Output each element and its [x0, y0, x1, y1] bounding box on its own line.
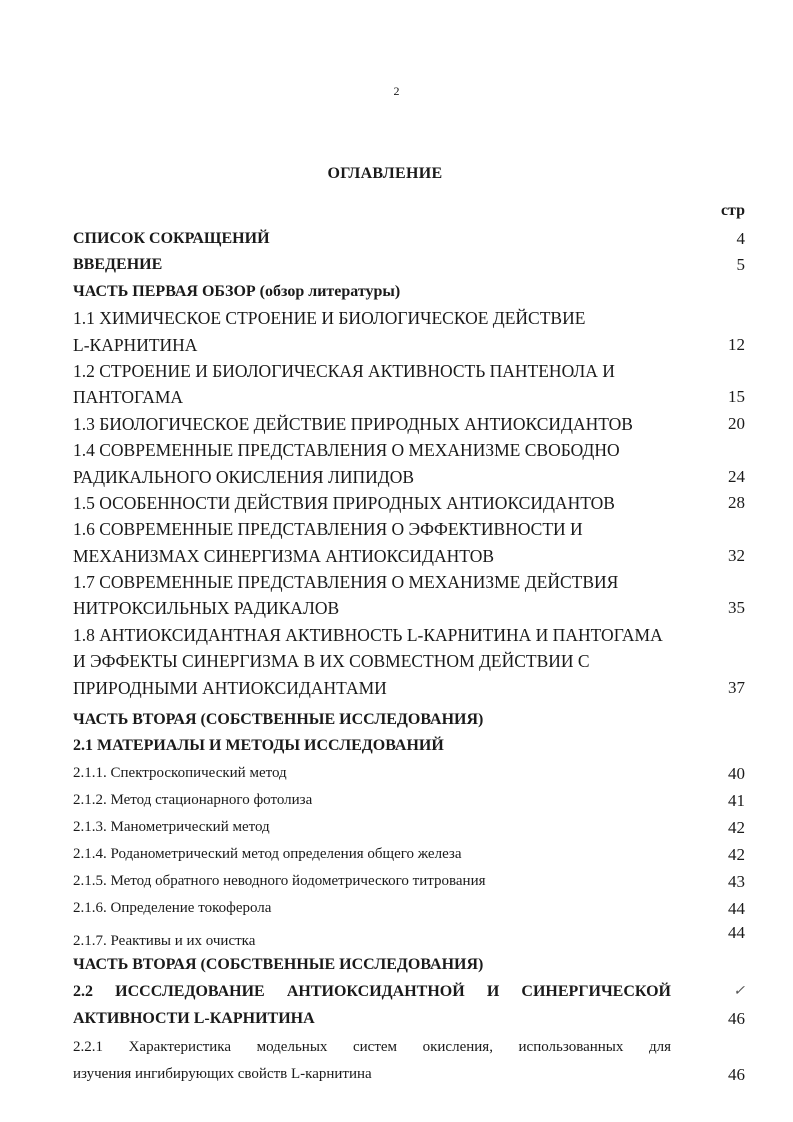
check-mark-icon: ✓: [733, 984, 745, 1000]
table-of-contents: [73, 226, 745, 1088]
toc-entry: 1.8 АНТИОКСИДАНТНАЯ АКТИВНОСТЬ L-КАРНИТИНА И ПАНТОГАМА: [73, 624, 663, 645]
toc-entry: ЧАСТЬ ПЕРВАЯ ОБЗОР (обзор литературы): [73, 282, 401, 300]
toc-entry: L-КАРНИТИНА 12: [73, 334, 745, 355]
toc-entry: 1.2 СТРОЕНИЕ И БИОЛОГИЧЕСКАЯ АКТИВНОСТЬ ПАНТЕНОЛА И: [73, 360, 615, 381]
toc-entry: 2.2 ИСССЛЕДОВАНИЕ АНТИОКСИДАНТНОЙ И СИНЕРГИЧЕСКОЙ ✓: [73, 978, 745, 1006]
toc-entry: СПИСОК СОКРАЩЕНИЙ 4: [73, 228, 745, 248]
toc-entry: 2.2.1 Характеристика модельных систем окисления, использованных для: [73, 1038, 671, 1055]
toc-entry: 1.7 СОВРЕМЕННЫЕ ПРЕДСТАВЛЕНИЯ О МЕХАНИЗМЕ ДЕЙСТВИЯ: [73, 572, 619, 593]
page-column-label: стр: [720, 202, 745, 219]
toc-entry: НИТРОКСИЛЬНЫХ РАДИКАЛОВ 35: [73, 598, 745, 619]
toc-entry: ЧАСТЬ ВТОРАЯ (СОБСТВЕННЫЕ ИССЛЕДОВАНИЯ): [73, 711, 484, 729]
toc-entry: И ЭФФЕКТЫ СИНЕРГИЗМА В ИХ СОВМЕСТНОМ ДЕЙСТВИИ С: [73, 651, 590, 672]
toc-entry: 2.1.1. Спектроскопический метод 40: [73, 763, 745, 783]
toc-entry: 1.6 СОВРЕМЕННЫЕ ПРЕДСТАВЛЕНИЯ О ЭФФЕКТИВНОСТИ И: [73, 519, 583, 540]
toc-entry: 1.3 БИОЛОГИЧЕСКОЕ ДЕЙСТВИЕ ПРИРОДНЫХ АНТИОКСИДАНТОВ 20: [73, 413, 745, 434]
toc-entry: 2.1.4. Роданометрический метод определения общего железа 42: [73, 844, 745, 864]
toc-entry: 1.1 ХИМИЧЕСКОЕ СТРОЕНИЕ И БИОЛОГИЧЕСКОЕ ДЕЙСТВИЕ: [73, 308, 586, 329]
toc-entry: 2.1.5. Метод обратного неводного йодометрического титрования 43: [73, 871, 745, 891]
toc-entry: 1.5 ОСОБЕННОСТИ ДЕЙСТВИЯ ПРИРОДНЫХ АНТИОКСИДАНТОВ 28: [73, 492, 745, 513]
toc-entry: АКТИВНОСТИ L-КАРНИТИНА 46: [73, 1009, 745, 1029]
toc-entry: изучения ингибирующих свойств L-карнитина 46: [73, 1064, 745, 1084]
toc-entry: 1.4 СОВРЕМЕННЫЕ ПРЕДСТАВЛЕНИЯ О МЕХАНИЗМЕ СВОБОДНО: [73, 440, 620, 461]
toc-entry: ПРИРОДНЫМИ АНТИОКСИДАНТАМИ 37: [73, 677, 745, 698]
page-title: ОГЛАВЛЕНИЕ: [327, 165, 443, 182]
toc-entry: ЧАСТЬ ВТОРАЯ (СОБСТВЕННЫЕ ИССЛЕДОВАНИЯ): [73, 955, 484, 973]
toc-entry: ВВЕДЕНИЕ 5: [73, 255, 745, 275]
toc-entry: РАДИКАЛЬНОГО ОКИСЛЕНИЯ ЛИПИДОВ 24: [73, 466, 745, 487]
toc-entry: 2.1.3. Манометрический метод 42: [73, 817, 745, 837]
toc-entry: ПАНТОГАМА 15: [73, 387, 745, 408]
toc-entry: 2.1.6. Определение токоферола 44: [73, 898, 745, 918]
toc-entry: МЕХАНИЗМАХ СИНЕРГИЗМА АНТИОКСИДАНТОВ 32: [73, 545, 745, 566]
page-number: 2: [393, 84, 400, 98]
toc-entry: 2.1.7. Реактивы и их очистка 44: [73, 922, 745, 949]
toc-entry: 2.1 МАТЕРИАЛЫ И МЕТОДЫ ИССЛЕДОВАНИЙ: [73, 737, 444, 755]
toc-entry: 2.1.2. Метод стационарного фотолиза 41: [73, 790, 745, 810]
